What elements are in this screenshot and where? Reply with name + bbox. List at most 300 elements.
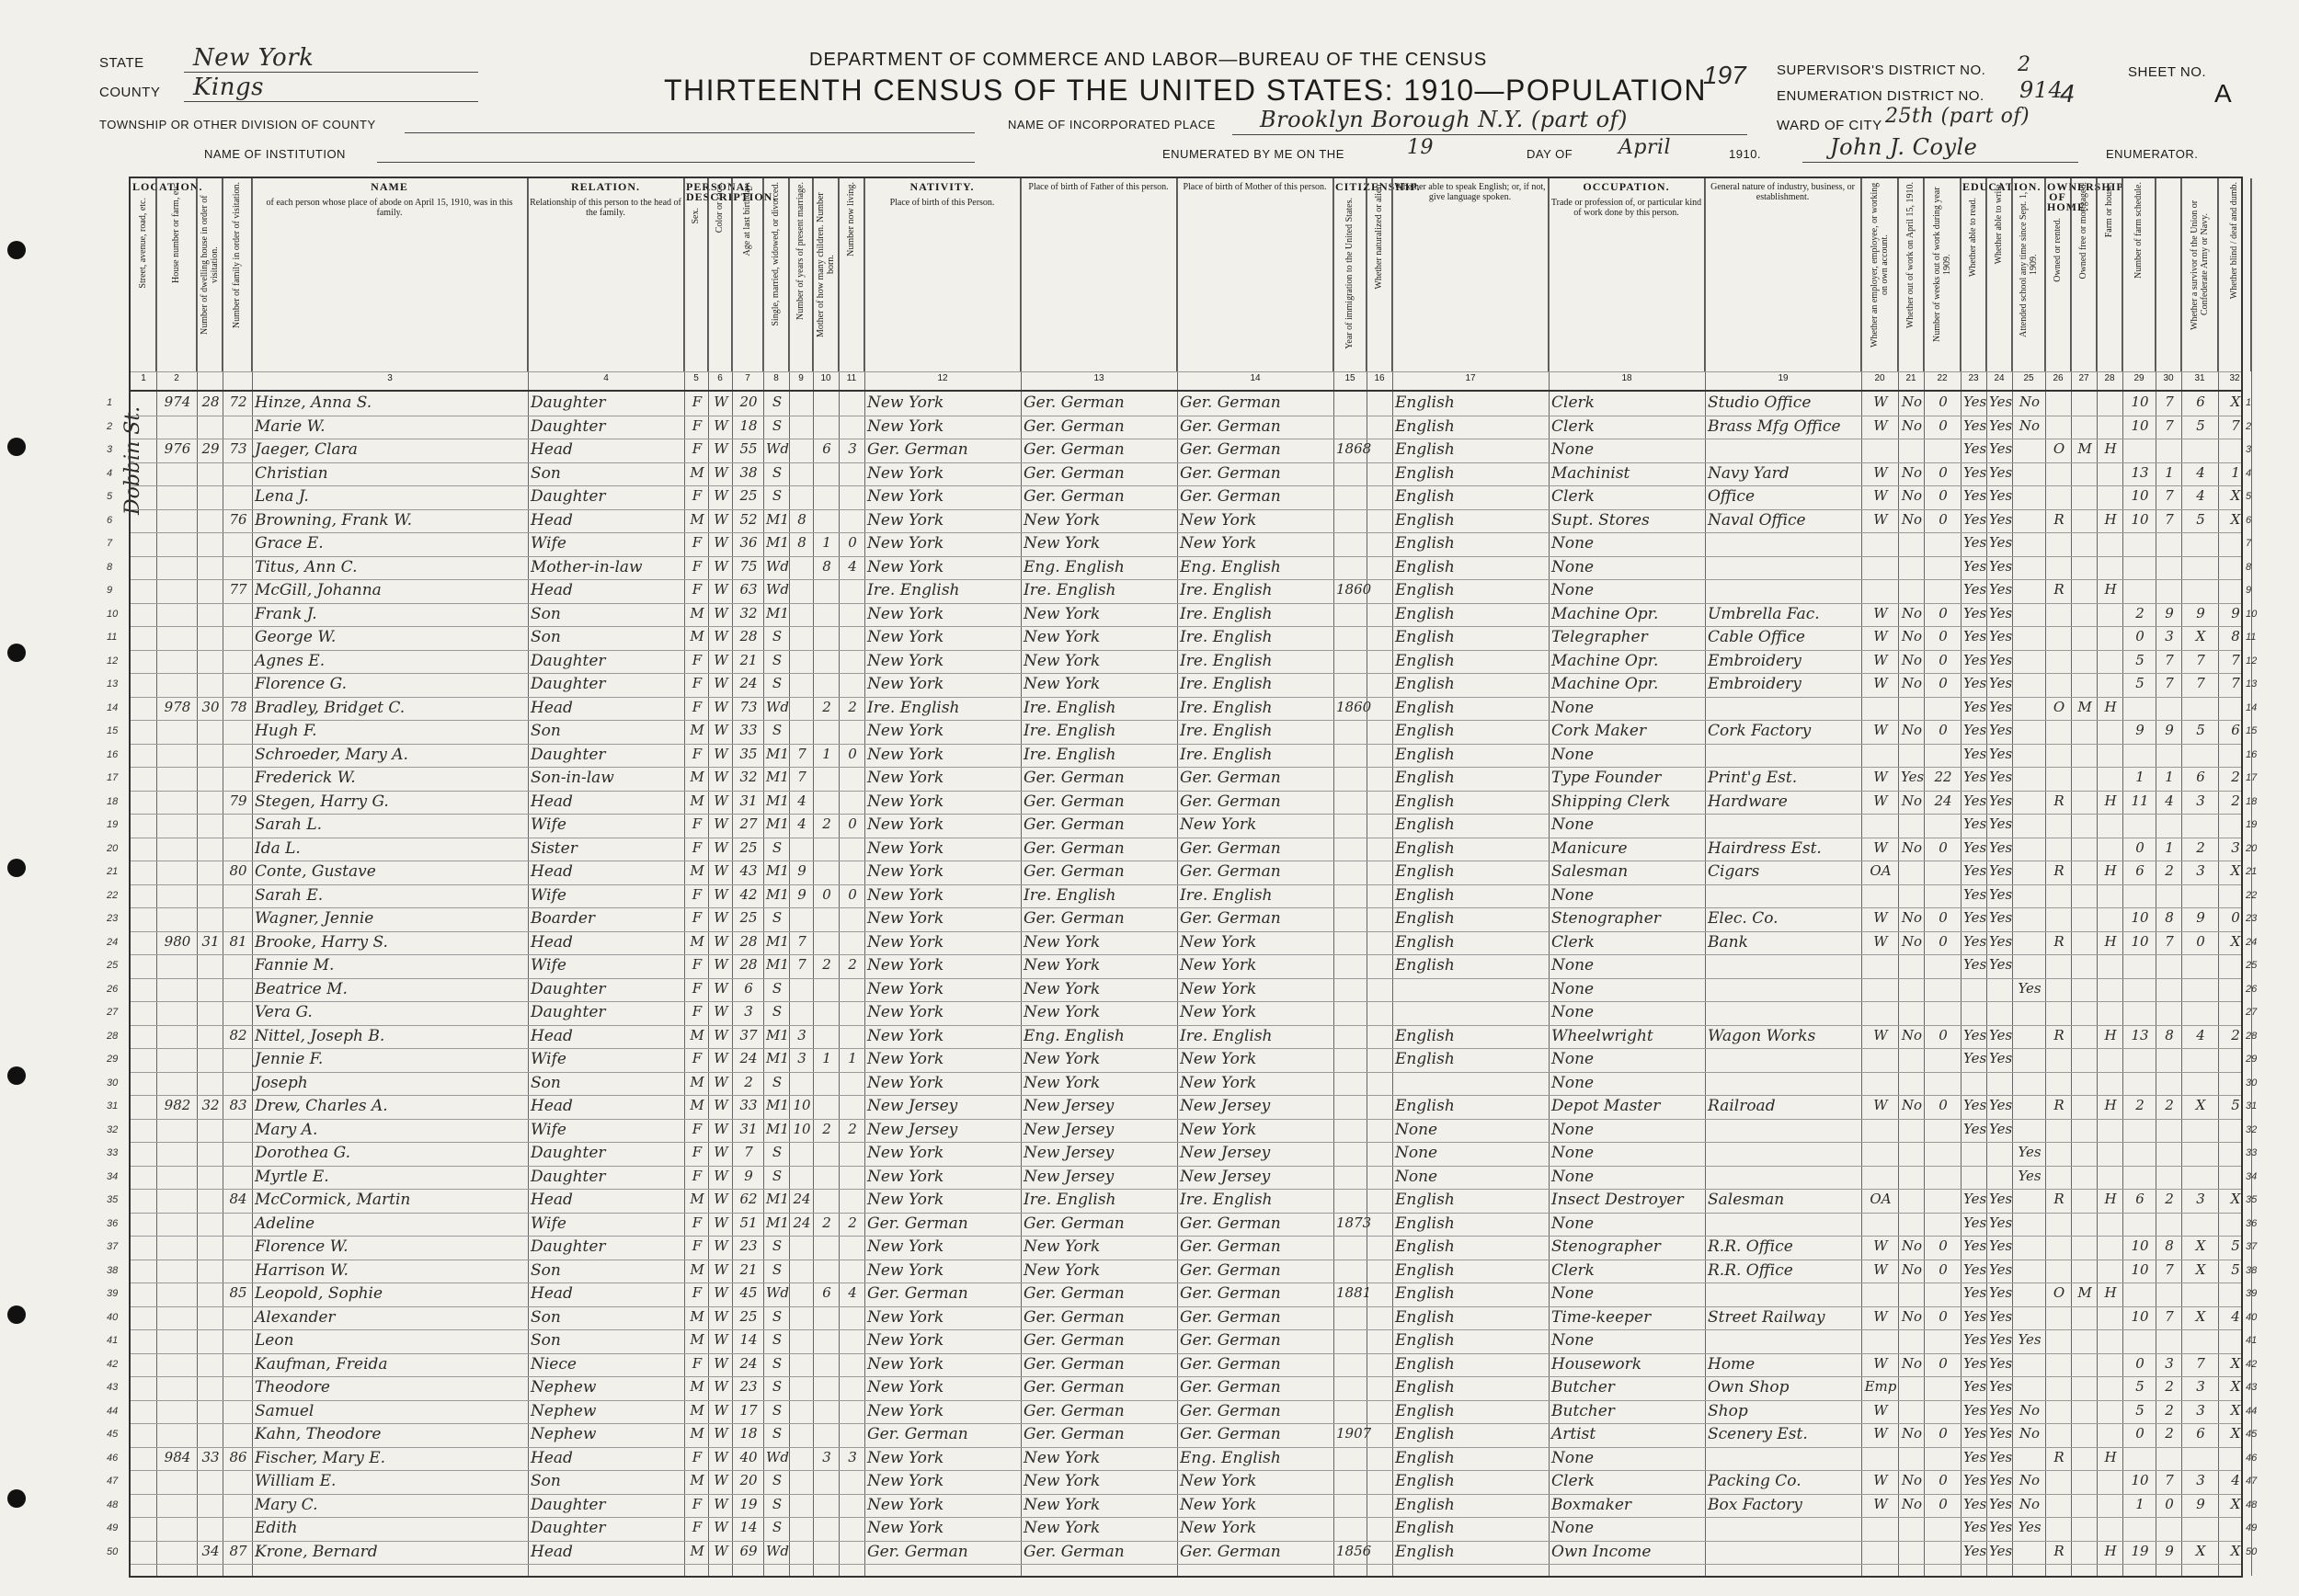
cell-fam: 83 xyxy=(229,1097,247,1113)
cell-sex: F xyxy=(692,815,703,832)
cell-age: 24 xyxy=(739,1050,758,1066)
cell-bp: Ire. English xyxy=(867,581,960,599)
cell-age: 33 xyxy=(739,722,758,738)
cell-eng: English xyxy=(1395,1214,1455,1233)
cell-ind: Office xyxy=(1708,487,1755,506)
cell-mbp: Ire. English xyxy=(1180,1026,1273,1045)
cell-out: No xyxy=(1901,932,1923,950)
cell-ms: M1 xyxy=(766,1120,789,1137)
cell-read: Yes xyxy=(1963,956,1987,973)
cell-school: Yes xyxy=(2018,1167,2042,1184)
cell-ms: M1 xyxy=(766,1097,789,1113)
table-row xyxy=(107,1119,2258,1143)
cell-trade: Machine Opr. xyxy=(1551,651,1659,670)
cell-name: Samuel xyxy=(255,1401,315,1420)
cell-sex: F xyxy=(692,909,703,926)
cell-write: Yes xyxy=(1989,815,2013,832)
column-number: 24 xyxy=(1994,373,2005,383)
table-row xyxy=(107,907,2258,931)
cell-emp: W xyxy=(1873,1237,1888,1254)
cell-farm: H xyxy=(2104,1284,2117,1301)
cell-write: Yes xyxy=(1989,1542,2013,1559)
cell-fbp: New York xyxy=(1024,956,1101,975)
line-number: 36 xyxy=(107,1217,119,1229)
line-number-right: 9 xyxy=(2246,585,2252,596)
cell-bp: New York xyxy=(867,651,944,670)
cell-read: Yes xyxy=(1963,1354,1987,1372)
cell-age: 21 xyxy=(739,1260,758,1278)
cell-name: Frederick W. xyxy=(255,769,356,787)
cell-sex: F xyxy=(692,675,703,691)
cell-fbp: New York xyxy=(1024,1448,1101,1467)
cell-trade: None xyxy=(1551,1214,1595,1233)
cell-out: No xyxy=(1901,722,1923,738)
line-number: 22 xyxy=(107,889,119,901)
cell-bp: New York xyxy=(867,838,944,858)
column-header xyxy=(1924,178,1961,371)
cell-ms: M1 xyxy=(766,792,789,809)
cell-trade: Own Income xyxy=(1551,1542,1652,1561)
cell-yrs: 4 xyxy=(797,815,806,832)
cell-c30: 9 xyxy=(2165,722,2174,738)
cell-yrs: 8 xyxy=(797,510,806,528)
line-number-right: 28 xyxy=(2246,1030,2258,1042)
cell-fam: 85 xyxy=(229,1284,247,1301)
line-number-right: 32 xyxy=(2246,1123,2258,1135)
cell-wks: 0 xyxy=(1939,1097,1948,1113)
column-header xyxy=(1705,178,1861,371)
line-number: 37 xyxy=(107,1241,119,1252)
cell-race: W xyxy=(714,1003,728,1020)
cell-mbp: Ire. English xyxy=(1180,628,1273,646)
cell-age: 14 xyxy=(739,1331,758,1348)
enumerated-day: 19 xyxy=(1407,136,1434,159)
cell-mbp: New York xyxy=(1180,1519,1257,1537)
cell-bp: New York xyxy=(867,1448,944,1467)
cell-write: Yes xyxy=(1989,604,2013,621)
cell-bp: New York xyxy=(867,534,944,553)
cell-rel: Boarder xyxy=(531,909,596,928)
cell-sched: 10 xyxy=(2131,932,2149,950)
cell-age: 55 xyxy=(739,440,758,457)
cell-c32: 0 xyxy=(2231,909,2240,926)
cell-sched: 10 xyxy=(2131,393,2149,410)
cell-living: 4 xyxy=(848,1284,857,1301)
cell-living: 2 xyxy=(848,1214,857,1231)
cell-rel: Son xyxy=(531,722,561,740)
line-number: 27 xyxy=(107,1007,119,1018)
cell-bp: New York xyxy=(867,604,944,623)
cell-farm: H xyxy=(2104,932,2117,950)
cell-c31: 9 xyxy=(2196,909,2205,926)
cell-school: Yes xyxy=(2018,1331,2042,1348)
cell-mbp: Ger. German xyxy=(1180,1378,1281,1396)
cell-write: Yes xyxy=(1989,487,2013,504)
cell-race: W xyxy=(714,815,728,832)
cell-mbp: New York xyxy=(1180,534,1257,553)
cell-fbp: Ger. German xyxy=(1024,769,1125,787)
cell-name: Wagner, Jennie xyxy=(255,909,374,928)
cell-trade: Type Founder xyxy=(1551,769,1662,787)
cell-c30: 7 xyxy=(2165,932,2174,950)
cell-ms: M1 xyxy=(766,510,789,528)
cell-write: Yes xyxy=(1989,1097,2013,1113)
cell-c32: 5 xyxy=(2231,1097,2240,1113)
cell-write: Yes xyxy=(1989,1284,2013,1301)
cell-eng: English xyxy=(1395,745,1455,764)
cell-read: Yes xyxy=(1963,1097,1987,1113)
column-group-label: OWNERSHIP OF HOME. xyxy=(2047,180,2124,213)
cell-mbp: Ire. English xyxy=(1180,698,1273,717)
cell-mbp: New Jersey xyxy=(1180,1097,1271,1115)
cell-c31: 7 xyxy=(2196,675,2205,691)
binder-hole xyxy=(7,1066,26,1085)
cell-ms: S xyxy=(772,1331,783,1348)
cell-ms: M1 xyxy=(766,815,789,832)
cell-bp: New York xyxy=(867,815,944,834)
cell-write: Yes xyxy=(1989,1191,2013,1207)
cell-imm: 1860 xyxy=(1336,698,1372,715)
line-number: 38 xyxy=(107,1264,119,1276)
cell-eng: English xyxy=(1395,1448,1455,1467)
column-number: 8 xyxy=(773,373,779,383)
table-row xyxy=(107,1213,2258,1237)
cell-emp: W xyxy=(1873,651,1888,668)
line-number-right: 18 xyxy=(2246,795,2258,807)
cell-wks: 0 xyxy=(1939,463,1948,481)
cell-write: Yes xyxy=(1989,1519,2013,1535)
cell-race: W xyxy=(714,628,728,644)
table-row xyxy=(107,579,2252,603)
line-number: 18 xyxy=(107,795,119,807)
cell-ms: Wd xyxy=(766,440,790,457)
cell-ind: Hairdress Est. xyxy=(1708,838,1822,858)
cell-c31: 3 xyxy=(2196,1472,2205,1488)
cell-fbp: New York xyxy=(1024,1237,1101,1256)
cell-name: Adeline xyxy=(255,1214,315,1233)
cell-trade: Stenographer xyxy=(1551,1237,1661,1256)
department-heading: DEPARTMENT OF COMMERCE AND LABOR—BUREAU OF THE CENSUS xyxy=(809,50,1488,70)
cell-eng: English xyxy=(1395,1425,1455,1443)
cell-ms: S xyxy=(772,1378,783,1395)
cell-c32: X xyxy=(2230,1401,2241,1419)
cell-emp: OA xyxy=(1870,862,1892,879)
line-number-right: 41 xyxy=(2246,1335,2258,1346)
cell-fbp: Ger. German xyxy=(1024,1214,1125,1233)
cell-read: Yes xyxy=(1963,1495,1987,1512)
line-number: 46 xyxy=(107,1452,119,1464)
cell-fbp: Ger. German xyxy=(1024,393,1125,412)
cell-c31: 9 xyxy=(2196,604,2205,621)
cell-ms: Wd xyxy=(766,1448,790,1465)
cell-name: Florence G. xyxy=(255,675,347,693)
cell-sex: F xyxy=(692,440,703,457)
cell-eng: English xyxy=(1395,1354,1455,1374)
table-row xyxy=(107,791,2258,815)
cell-write: Yes xyxy=(1989,1354,2013,1372)
cell-fbp: New York xyxy=(1024,979,1101,998)
cell-write: Yes xyxy=(1989,628,2013,644)
cell-sex: M xyxy=(690,1425,704,1442)
line-number-right: 6 xyxy=(2246,514,2252,526)
cell-ms: M1 xyxy=(766,745,789,762)
cell-ind: Salesman xyxy=(1708,1191,1785,1209)
cell-read: Yes xyxy=(1963,1331,1987,1348)
cell-ind: R.R. Office xyxy=(1708,1237,1793,1256)
line-number-right: 22 xyxy=(2246,889,2258,901)
cell-ind: R.R. Office xyxy=(1708,1260,1793,1280)
cell-own: O xyxy=(2053,440,2065,457)
cell-c32: X xyxy=(2230,1425,2241,1442)
column-header xyxy=(708,178,732,371)
county-value: Kings xyxy=(193,74,264,101)
binder-hole xyxy=(7,438,26,456)
cell-age: 31 xyxy=(739,792,758,809)
cell-c31: 0 xyxy=(2196,932,2205,950)
cell-race: W xyxy=(714,534,728,551)
table-row xyxy=(107,439,2252,462)
table-row xyxy=(107,1189,2258,1213)
line-number-right: 1 xyxy=(2246,397,2252,408)
cell-emp: W xyxy=(1873,1097,1888,1113)
cell-ind: Wagon Works xyxy=(1708,1026,1816,1045)
cell-wks: 0 xyxy=(1939,510,1948,528)
cell-sched: 2 xyxy=(2135,1097,2145,1113)
day-of-label: DAY OF xyxy=(1527,147,1573,161)
cell-c31: X xyxy=(2195,628,2206,644)
cell-fam: 86 xyxy=(229,1448,247,1465)
cell-mbp: New York xyxy=(1180,510,1257,530)
cell-fam: 72 xyxy=(229,393,247,410)
cell-ind: Own Shop xyxy=(1708,1378,1790,1396)
cell-mbp: Eng. English xyxy=(1180,1448,1281,1467)
cell-rel: Head xyxy=(531,1191,573,1209)
cell-living: 3 xyxy=(848,1448,857,1465)
cell-house: 982 xyxy=(164,1097,191,1113)
cell-sex: F xyxy=(692,534,703,551)
cell-out: No xyxy=(1901,393,1923,410)
line-number: 7 xyxy=(107,538,113,549)
table-row xyxy=(107,673,2258,697)
cell-eng: None xyxy=(1395,1144,1438,1162)
cell-name: William E. xyxy=(255,1472,337,1490)
cell-mbp: Ger. German xyxy=(1180,440,1281,459)
cell-mbp: Ire. English xyxy=(1180,604,1273,623)
column-number: 9 xyxy=(798,373,804,383)
binder-hole xyxy=(7,1489,26,1508)
cell-farm: H xyxy=(2104,1026,2117,1043)
cell-age: 25 xyxy=(739,487,758,504)
column-number: 1 xyxy=(141,373,146,383)
cell-race: W xyxy=(714,1073,728,1090)
cell-c30: 7 xyxy=(2165,416,2174,434)
column-label: Place of birth of this Person. xyxy=(889,198,995,208)
cell-read: Yes xyxy=(1963,628,1987,644)
line-number: 24 xyxy=(107,936,119,948)
column-number: 16 xyxy=(1374,373,1385,383)
cell-rel: Daughter xyxy=(531,651,606,670)
cell-read: Yes xyxy=(1963,675,1987,691)
table-row xyxy=(107,462,2252,486)
cell-write: Yes xyxy=(1989,698,2013,715)
cell-mbp: New York xyxy=(1180,979,1257,998)
cell-eng: English xyxy=(1395,393,1455,412)
cell-ms: M1 xyxy=(766,862,789,879)
cell-name: Frank J. xyxy=(255,604,317,623)
cell-trade: Cork Maker xyxy=(1551,722,1647,740)
cell-age: 62 xyxy=(739,1191,758,1207)
cell-eng: English xyxy=(1395,510,1455,530)
cell-rel: Nephew xyxy=(531,1401,597,1420)
cell-name: Krone, Bernard xyxy=(255,1542,378,1561)
cell-race: W xyxy=(714,1191,728,1207)
cell-c32: X xyxy=(2230,862,2241,879)
table-row xyxy=(107,1494,2258,1518)
cell-rel: Mother-in-law xyxy=(531,557,643,576)
cell-wks: 0 xyxy=(1939,675,1948,691)
table-row xyxy=(107,1329,2258,1353)
column-label: Number of family in order of visitation. xyxy=(232,182,242,329)
cell-trade: None xyxy=(1551,979,1595,998)
cell-age: 25 xyxy=(739,1307,758,1325)
cell-eng: English xyxy=(1395,1378,1455,1396)
cell-name: McCormick, Martin xyxy=(255,1191,411,1209)
institution-underline xyxy=(377,162,975,163)
cell-sched: 0 xyxy=(2135,838,2145,856)
cell-ms: S xyxy=(772,722,783,738)
cell-ind: Home xyxy=(1708,1354,1756,1374)
cell-fbp: Ger. German xyxy=(1024,1354,1125,1374)
cell-fam: 81 xyxy=(229,932,247,950)
line-number-right: 48 xyxy=(2246,1499,2258,1510)
cell-sex: M xyxy=(690,932,704,950)
cell-emp: W xyxy=(1873,1472,1888,1488)
cell-read: Yes xyxy=(1963,1425,1987,1442)
column-label: Sex. xyxy=(691,208,701,224)
cell-mbp: Ger. German xyxy=(1180,1542,1281,1561)
line-number: 16 xyxy=(107,748,119,760)
line-number-right: 13 xyxy=(2246,678,2258,690)
cell-sex: F xyxy=(692,745,703,762)
line-number: 43 xyxy=(107,1382,119,1393)
cell-eng: English xyxy=(1395,1284,1455,1303)
column-group-label: CITIZENSHIP. xyxy=(1335,180,1421,193)
cell-mbp: Ger. German xyxy=(1180,1284,1281,1303)
cell-ind: Street Railway xyxy=(1708,1307,1825,1327)
cell-bp: New York xyxy=(867,1260,944,1280)
cell-mbp: Ger. German xyxy=(1180,792,1281,811)
cell-name: George W. xyxy=(255,628,337,646)
cell-ms: S xyxy=(772,628,783,644)
cell-ms: S xyxy=(772,1472,783,1488)
cell-imm: 1907 xyxy=(1336,1425,1372,1442)
cell-school: No xyxy=(2019,1472,2041,1488)
table-row xyxy=(107,1306,2258,1330)
cell-wks: 0 xyxy=(1939,1354,1948,1372)
cell-write: Yes xyxy=(1989,956,2013,973)
table-row xyxy=(107,1025,2258,1049)
cell-sex: M xyxy=(690,1260,704,1278)
cell-rel: Head xyxy=(531,1284,573,1303)
cell-dw: 28 xyxy=(201,393,220,410)
cell-sex: F xyxy=(692,1144,703,1160)
column-label: Whether naturalized or alien. xyxy=(1374,182,1384,290)
cell-c30: 1 xyxy=(2165,769,2174,785)
cell-race: W xyxy=(714,769,728,785)
cell-mbp: Ger. German xyxy=(1180,1237,1281,1256)
cell-fbp: New York xyxy=(1024,1073,1101,1092)
column-label: Number of years of present marriage. xyxy=(795,182,806,320)
cell-c31: 4 xyxy=(2196,463,2205,481)
cell-trade: None xyxy=(1551,534,1595,553)
cell-mbp: New York xyxy=(1180,815,1257,834)
column-header xyxy=(2097,178,2122,371)
cell-bp: New York xyxy=(867,1050,944,1068)
cell-living: 2 xyxy=(848,956,857,973)
column-header xyxy=(789,178,813,371)
cell-age: 25 xyxy=(739,909,758,926)
cell-bp: New York xyxy=(867,463,944,483)
cell-ind: Print'g Est. xyxy=(1708,769,1798,787)
cell-bp: New York xyxy=(867,1073,944,1092)
sheet-number: 4 xyxy=(2060,79,2075,108)
cell-read: Yes xyxy=(1963,1542,1987,1559)
cell-race: W xyxy=(714,393,728,410)
cell-dw: 34 xyxy=(201,1542,220,1559)
cell-rel: Head xyxy=(531,1026,573,1045)
cell-race: W xyxy=(714,745,728,762)
cell-yrs: 8 xyxy=(797,534,806,551)
line-number-right: 3 xyxy=(2246,444,2252,455)
cell-eng: English xyxy=(1395,862,1455,881)
cell-out: No xyxy=(1901,1425,1923,1442)
cell-c32: 4 xyxy=(2231,1307,2240,1325)
cell-c31: 6 xyxy=(2196,1425,2205,1442)
cell-fbp: Ger. German xyxy=(1024,1284,1125,1303)
cell-emp: W xyxy=(1873,1354,1888,1372)
cell-fbp: Ire. English xyxy=(1024,581,1116,599)
cell-fbp: New York xyxy=(1024,628,1101,646)
cell-eng: English xyxy=(1395,628,1455,646)
cell-age: 6 xyxy=(744,979,753,997)
cell-mbp: Ger. German xyxy=(1180,862,1281,881)
cell-sex: M xyxy=(690,1331,704,1348)
cell-mbp: Ger. German xyxy=(1180,1260,1281,1280)
cell-rel: Daughter xyxy=(531,1495,606,1514)
column-header xyxy=(2071,178,2097,371)
cell-sched: 10 xyxy=(2131,487,2149,504)
line-number-right: 46 xyxy=(2246,1452,2258,1464)
line-number: 5 xyxy=(107,491,113,502)
cell-name: Vera G. xyxy=(255,1003,313,1021)
cell-own: R xyxy=(2053,1542,2065,1559)
cell-read: Yes xyxy=(1963,604,1987,621)
cell-read: Yes xyxy=(1963,1284,1987,1301)
table-row xyxy=(107,416,2252,439)
cell-sched: 5 xyxy=(2135,1401,2145,1419)
cell-name: Kaufman, Freida xyxy=(255,1354,388,1374)
column-number: 2 xyxy=(174,373,179,383)
cell-dw: 32 xyxy=(201,1097,220,1113)
header-rule xyxy=(131,371,2241,372)
cell-trade: Supt. Stores xyxy=(1551,510,1650,530)
table-row xyxy=(107,1517,2258,1541)
line-number: 28 xyxy=(107,1030,119,1042)
line-number-right: 50 xyxy=(2246,1545,2258,1557)
cell-eng: English xyxy=(1395,1401,1455,1420)
cell-mbp: Ire. English xyxy=(1180,885,1273,905)
cell-sex: M xyxy=(690,769,704,785)
